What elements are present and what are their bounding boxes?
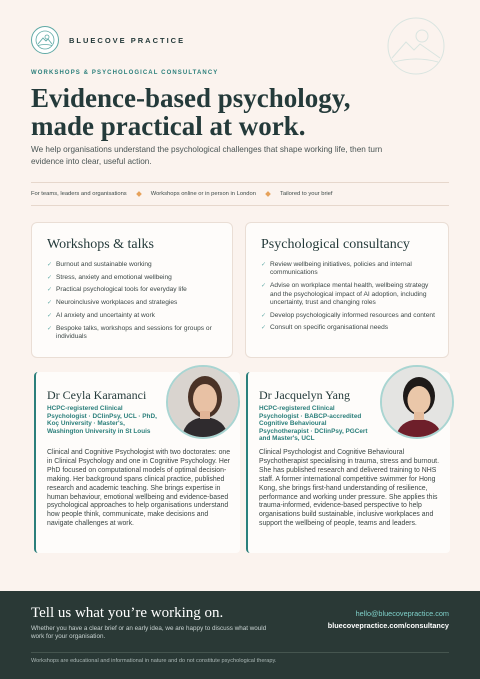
list-item-text: Advise on workplace mental health, wellbeing strategy and the psychological impact of AI adoption, including uncertainty, trust and changing roles (270, 282, 429, 306)
consultancy-title: Psychological consultancy (261, 237, 410, 252)
list-item-text: Burnout and sustainable working (56, 261, 152, 268)
consultancy-list (246, 253, 448, 333)
list-item-text: Practical psychological tools for everyday life (56, 286, 187, 294)
list-item (261, 282, 438, 307)
list-item (261, 261, 438, 278)
footer-divider (31, 652, 449, 653)
check-icon: ✓ (47, 274, 53, 281)
list-item (47, 299, 222, 307)
avatar (380, 365, 454, 439)
strip-item-location: Workshops online or in person in London (150, 191, 256, 197)
portrait-icon (168, 367, 240, 439)
consultancy-card (245, 222, 449, 358)
profile-bio: Clinical Psychologist and Cognitive Behavioural Psychotherapist specialising in trauma, stress and burnout. She has published research and delivered training to NHS staff. A former international competitive swimmer for Hong Kong, she brings first-hand understanding of resilience, performance and working under pressure. She applies this trauma-informed, evidence-based perspective to help organisations build sustainable, inclusive workplaces and support the wellbeing of people, teams and leaders. (259, 449, 440, 528)
brand-header (31, 26, 185, 54)
profile-name: Dr Jacquelyn Yang (259, 388, 350, 402)
headline-line-1: Evidence-based psychology, (31, 83, 351, 113)
page-title (31, 84, 451, 140)
avatar (166, 365, 240, 439)
footer-subtitle: Whether you have a clear brief or an early idea, we are happy to discuss what would work for your organisation. (31, 625, 267, 640)
brand-name: BLUECOVE PRACTICE (69, 35, 186, 45)
check-icon: ✓ (47, 312, 53, 319)
audience-strip (31, 182, 449, 206)
list-item (47, 274, 222, 282)
credential-line: HCPC-registered Clinical (259, 405, 335, 412)
check-icon: ✓ (261, 325, 267, 332)
profile-card-jacquelyn (246, 372, 450, 553)
section-kicker: WORKSHOPS & PSYCHOLOGICAL CONSULTANCY (31, 70, 219, 76)
list-item-text: Bespoke talks, workshops and sessions for groups or individuals (56, 324, 212, 340)
check-icon: ✓ (47, 300, 53, 307)
workshops-list (32, 253, 232, 341)
contact-footer (0, 591, 480, 679)
list-item (47, 261, 222, 269)
credential-line: Koç University · Master's, (47, 420, 125, 428)
intro-paragraph: We help organisations understand the psychological challenges that shape working life, then turn evidence into clear, useful action. (31, 145, 383, 166)
list-item (261, 324, 438, 332)
list-item-text: Neuroinclusive workplaces and strategies (56, 299, 178, 307)
profile-credentials (259, 405, 368, 443)
list-item-text: AI anxiety and uncertainty at work (56, 311, 155, 319)
check-icon: ✓ (47, 287, 53, 294)
diamond-bullet-icon (265, 191, 271, 197)
mountain-sun-logo-icon (31, 26, 59, 54)
website-link[interactable]: bluecovepractice.com/consultancy (327, 621, 449, 630)
check-icon: ✓ (261, 283, 267, 290)
check-icon: ✓ (47, 325, 53, 332)
profile-credentials (47, 405, 157, 435)
list-item-text: Stress, anxiety and emotional wellbeing (56, 273, 172, 281)
profile-name: Dr Ceyla Karamanci (47, 388, 147, 402)
profile-card-ceyla (34, 372, 240, 553)
list-item (261, 312, 438, 320)
workshops-title: Workshops & talks (47, 237, 154, 252)
list-item (47, 325, 222, 342)
credential-line: Psychologist · BABCP-accredited (259, 412, 362, 420)
credential-line: Cognitive Behavioural (259, 420, 327, 428)
email-link[interactable]: hello@bluecovepractice.com (355, 609, 449, 618)
check-icon: ✓ (261, 262, 267, 268)
list-item-text: Review wellbeing initiatives, policies and internal communications (270, 261, 412, 277)
strip-item-tailored: Tailored to your brief (279, 191, 333, 197)
strip-item-audience: For teams, leaders and organisations (31, 191, 127, 197)
credential-line: Psychologist · DClinPsy, UCL · PhD, (47, 412, 157, 420)
list-item-text: Develop psychologically informed resources and content (270, 311, 435, 319)
diamond-bullet-icon (136, 191, 142, 197)
check-icon: ✓ (261, 312, 267, 319)
list-item (47, 312, 222, 320)
credential-line: Washington University in St Louis (47, 427, 151, 435)
check-icon: ✓ (47, 262, 53, 268)
footer-disclaimer: Workshops are educational and informational in nature and do not constitute psychological therapy. (31, 658, 277, 664)
footer-title: Tell us what you’re working on. (31, 605, 224, 621)
profile-bio: Clinical and Cognitive Psychologist with two doctorates: one in Clinical Psychology and one in Cognitive Psychology. Her PhD focused on computational models of optimal decision-making. Her background spans clinical practice, published research and academic teaching. She brings expertise in human behaviour, emotional wellbeing and evidence-based psychological approaches to help organisations understand how people think, communicate, make decisions and navigate challenges at work. (47, 449, 231, 528)
credential-line: and Master's, UCL (259, 435, 315, 443)
list-item-text: Consult on specific organisational needs (270, 324, 389, 332)
credential-line: HCPC-registered Clinical (47, 405, 123, 412)
headline-line-2: made practical at work. (31, 111, 306, 141)
portrait-icon (382, 367, 454, 439)
credential-line: Psychotherapist · DClinPsy, PGCert (259, 427, 368, 435)
list-item (47, 286, 222, 294)
decorative-landscape-icon (386, 16, 446, 76)
workshops-card (31, 222, 233, 358)
